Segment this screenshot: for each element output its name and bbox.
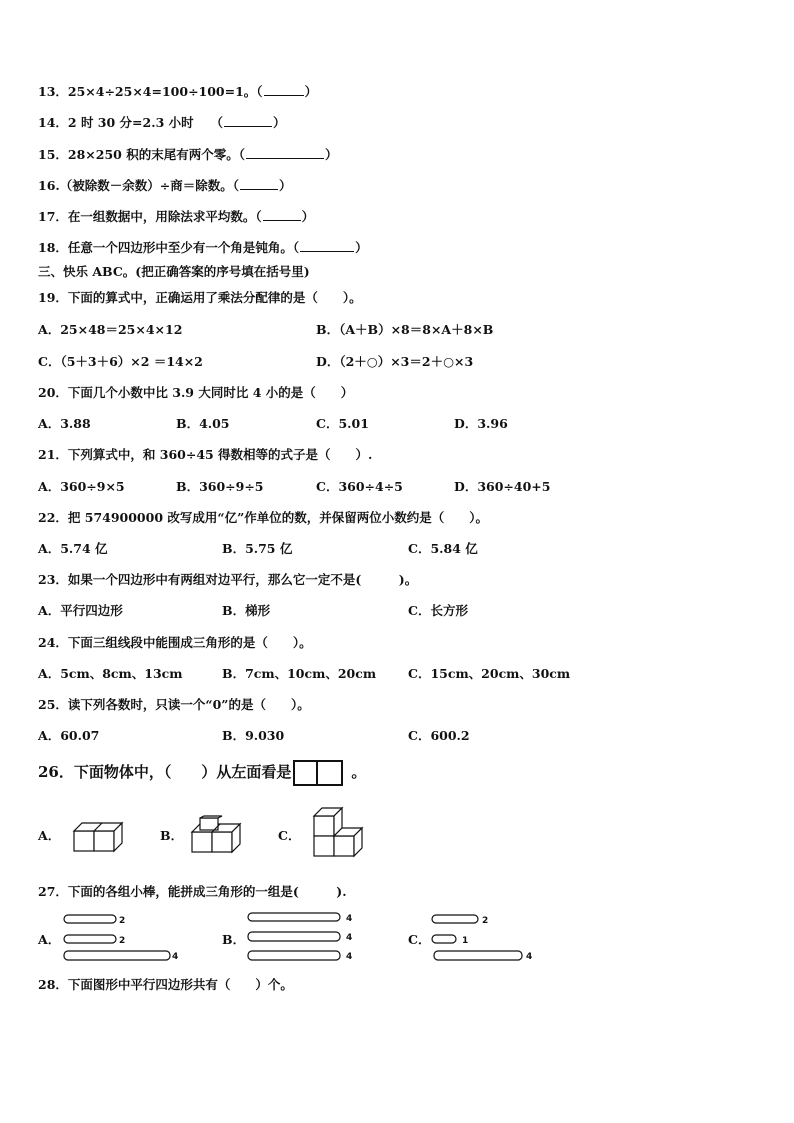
- stick-length-label: 4: [346, 914, 353, 924]
- stick-length-label: 1: [462, 936, 469, 946]
- stick-a1: [64, 915, 116, 923]
- question-28-stem: 28．下面图形中平行四边形共有（ ）个。: [38, 977, 293, 992]
- stick-length-label: 2: [482, 916, 489, 926]
- q23-option-a[interactable]: A．平行四边形: [38, 603, 123, 618]
- stick-c2: [432, 935, 456, 943]
- question-22-stem: 22．把 574900000 改写成用“亿”作单位的数，并保留两位小数约是（ ）。: [38, 510, 489, 525]
- q27-option-c[interactable]: C．: [408, 932, 431, 947]
- stick-length-label: 2: [119, 916, 126, 926]
- q27-option-b[interactable]: B．: [222, 932, 246, 947]
- stick-b3: [248, 951, 340, 960]
- stick-length-label: 4: [346, 933, 353, 943]
- q20-option-c[interactable]: C．5.01: [316, 416, 369, 431]
- q22-option-c[interactable]: C．5.84 亿: [408, 541, 478, 556]
- q22-option-b[interactable]: B．5.75 亿: [222, 541, 293, 556]
- q23-option-b[interactable]: B．梯形: [222, 603, 271, 618]
- q25-option-b[interactable]: B．9.030: [222, 728, 285, 743]
- stick-b1: [248, 913, 340, 921]
- question-16: 16.（被除数－余数）÷商＝除数。（ ）: [38, 178, 292, 193]
- q21-option-b[interactable]: B．360÷9÷5: [176, 479, 264, 494]
- q25-option-a[interactable]: A．60.07: [38, 728, 100, 743]
- question-26-stem: 26．下面物体中，（ ）从左面看是 。: [38, 760, 366, 786]
- question-13: 13．25×4÷25×4=100÷100=1。（ ）: [38, 84, 318, 99]
- stick-length-label: 2: [119, 936, 126, 946]
- stick-length-label: 4: [346, 952, 353, 962]
- stick-a2: [64, 935, 116, 943]
- stick-c1: [432, 915, 478, 923]
- question-14: 14．2 时 30 分=2.3 小时 （ ）: [38, 115, 286, 130]
- q26-option-a[interactable]: A．: [38, 828, 61, 843]
- q22-option-a[interactable]: A．5.74 亿: [38, 541, 108, 556]
- q24-option-b[interactable]: B．7cm、10cm、20cm: [222, 666, 377, 681]
- stick-a3: [64, 951, 170, 960]
- q25-option-c[interactable]: C．600.2: [408, 728, 470, 743]
- q19-option-a[interactable]: A．25×48＝25×4×12: [38, 322, 183, 337]
- question-15: 15．28×250 积的末尾有两个零。（ ）: [38, 147, 338, 162]
- q24-option-c[interactable]: C．15cm、20cm、30cm: [408, 666, 571, 681]
- stick-c3: [434, 951, 522, 960]
- q26-option-b[interactable]: B．: [160, 828, 184, 843]
- stick-length-label: 4: [172, 952, 179, 962]
- q20-option-d[interactable]: D．3.96: [454, 416, 508, 431]
- q20-option-b[interactable]: B．4.05: [176, 416, 230, 431]
- question-24-stem: 24．下面三组线段中能围成三角形的是（ ）。: [38, 635, 312, 650]
- section-title: 三、快乐 ABC。(把正确答案的序号填在括号里): [38, 264, 310, 279]
- q23-option-c[interactable]: C．长方形: [408, 603, 468, 618]
- question-23-stem: 23．如果一个四边形中有两组对边平行，那么它一定不是( )。: [38, 572, 418, 587]
- question-18: 18．任意一个四边形中至少有一个角是钝角。（ ）: [38, 240, 368, 255]
- question-17: 17．在一组数据中，用除法求平均数。（ ）: [38, 209, 315, 224]
- stick-length-label: 4: [526, 952, 533, 962]
- question-25-stem: 25．读下列各数时，只读一个“0”的是（ ）。: [38, 697, 310, 712]
- q26-option-c[interactable]: C．: [278, 828, 301, 843]
- q27-option-a[interactable]: A．: [38, 932, 61, 947]
- q19-option-b[interactable]: B．（A＋B）×8＝8×A＋8×B: [316, 322, 494, 337]
- q19-option-c[interactable]: C．（5＋3＋6）×2 ＝14×2: [38, 354, 203, 369]
- q19-option-d[interactable]: D．（2＋○）×3＝2＋○×3: [316, 354, 474, 369]
- question-27-stem: 27．下面的各组小棒，能拼成三角形的一组是( ).: [38, 884, 347, 899]
- question-20-stem: 20．下面几个小数中比 3.9 大同时比 4 小的是（ ）: [38, 385, 354, 400]
- question-21-stem: 21．下列算式中，和 360÷45 得数相等的式子是（ ）.: [38, 447, 373, 462]
- q24-option-a[interactable]: A．5cm、8cm、13cm: [38, 666, 183, 681]
- q20-option-a[interactable]: A．3.88: [38, 416, 91, 431]
- q21-option-d[interactable]: D．360÷40+5: [454, 479, 551, 494]
- q21-option-a[interactable]: A．360÷9×5: [38, 479, 125, 494]
- q21-option-c[interactable]: C．360÷4÷5: [316, 479, 403, 494]
- stick-b2: [248, 932, 340, 941]
- question-19-stem: 19．下面的算式中，正确运用了乘法分配律的是（ ）。: [38, 290, 362, 305]
